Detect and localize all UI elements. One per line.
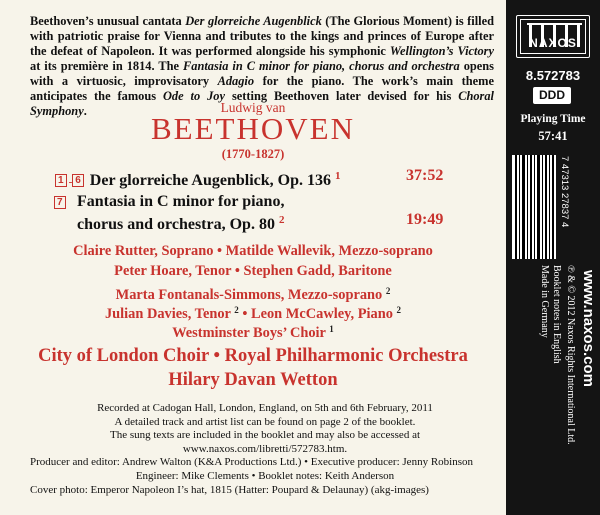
work-title: Der glorreiche Augenblick — [185, 14, 322, 28]
playing-time-label: Playing Time — [520, 113, 586, 125]
work-title: Adagio — [217, 74, 255, 88]
ddd-badge: DDD — [533, 87, 571, 104]
spine-sidebar — [506, 0, 600, 515]
composer-first-name: Ludwig van — [220, 100, 286, 115]
track-note: 1 — [334, 170, 341, 182]
track-2-title: 7 Fantasia in C minor for piano, chorus and orchestra, Op. 80 $^2$ — [77, 193, 284, 234]
track-number-box: 6 — [72, 174, 84, 187]
track-number-box: 1 — [55, 174, 67, 187]
catalog-number: 8.572783 — [525, 68, 581, 83]
composer-last-name: BEETHOVEN — [151, 111, 355, 146]
conductor: Hilary Davan Wetton — [168, 370, 338, 390]
track-note: 2 — [278, 214, 285, 226]
barcode-digits: 7 47313 27837 4 — [559, 156, 570, 228]
intro-paragraph: Beethoven’s unusual cantata Der glorreiche Augenblick (The Glorious Moment) is filled with patriotic praise for Vienna and tributes to the kings and princes of Europe after the defeat of Napoleon. It was performed alongside his symphonic Wellington’s Victory at its première in 1814. The Fantasia in C minor for piano, chorus and orchestra opens with a virtuosic, improvisatory Adagio for the piano. The work’s main theme anticipates the famous Ode to Joy setting Beethoven later devised for his Choral Symphony. — [30, 14, 494, 118]
work-title: Ode to Joy — [162, 89, 226, 103]
track-1-duration: 37:52 — [406, 167, 444, 184]
track-number-box: 7 — [54, 196, 66, 209]
track-2-duration: 19:49 — [406, 211, 444, 228]
work-title: Choral Symphony — [30, 89, 494, 118]
performers-line-4: Julian Davies, Tenor $^2$ • Leon McCawley, Piano $^2$ — [104, 305, 402, 322]
track-1-title: 1 - 6 Der glorreiche Augenblick, Op. 136 $^1$ — [55, 167, 340, 191]
recording-info: Recorded at Cadogan Hall, London, England, on 5th and 6th February, 2011 A detailed track and artist list can be found on page 2 of the booklet. The sung texts are included in the booklet and may also be accessed at www.naxos.com/libretti/572783.htm. Producer and editor: Andrew Walton (K&A Productions Ltd.) • Executive producer: Jenny Robinson Engineer: Mike Clements • Booklet notes: Keith Anderson Cover photo: Emperor Napoleon I’s hat, 1815 (Hatter: Poupard & Delaunay) (akg-images) — [30, 402, 500, 497]
booklet-notes-language: Booklet notes in English — [551, 265, 562, 364]
naxos-url[interactable]: www.naxos.com — [580, 270, 597, 387]
playing-time-value: 57:41 — [538, 129, 568, 143]
performers-line-5: Westminster Boys’ Choir $^1$ — [172, 324, 334, 341]
composer-dates: (1770-1827) — [221, 147, 285, 161]
performers-line-2: Peter Hoare, Tenor • Stephen Gadd, Baritone — [114, 263, 392, 279]
performers-line-1: Claire Rutter, Soprano • Matilde Wallevik, Mezzo-soprano — [73, 243, 433, 259]
work-title: Fantasia in C minor for piano, chorus and orchestra — [183, 59, 460, 73]
performers-line-3: Marta Fontanals-Simmons, Mezzo-soprano $^2$ — [115, 286, 391, 303]
copyright-notice: ℗ & © 2012 Naxos Rights International Ltd. — [565, 265, 576, 445]
barcode — [512, 155, 556, 259]
work-title: Wellington’s Victory — [389, 44, 494, 58]
libretti-link[interactable]: www.naxos.com/libretti/572783.htm. — [182, 442, 348, 455]
made-in: Made in Germany — [539, 265, 550, 338]
naxos-logo: NAXOS — [516, 15, 590, 58]
ensembles: City of London Choir • Royal Philharmonic Orchestra — [38, 346, 468, 366]
